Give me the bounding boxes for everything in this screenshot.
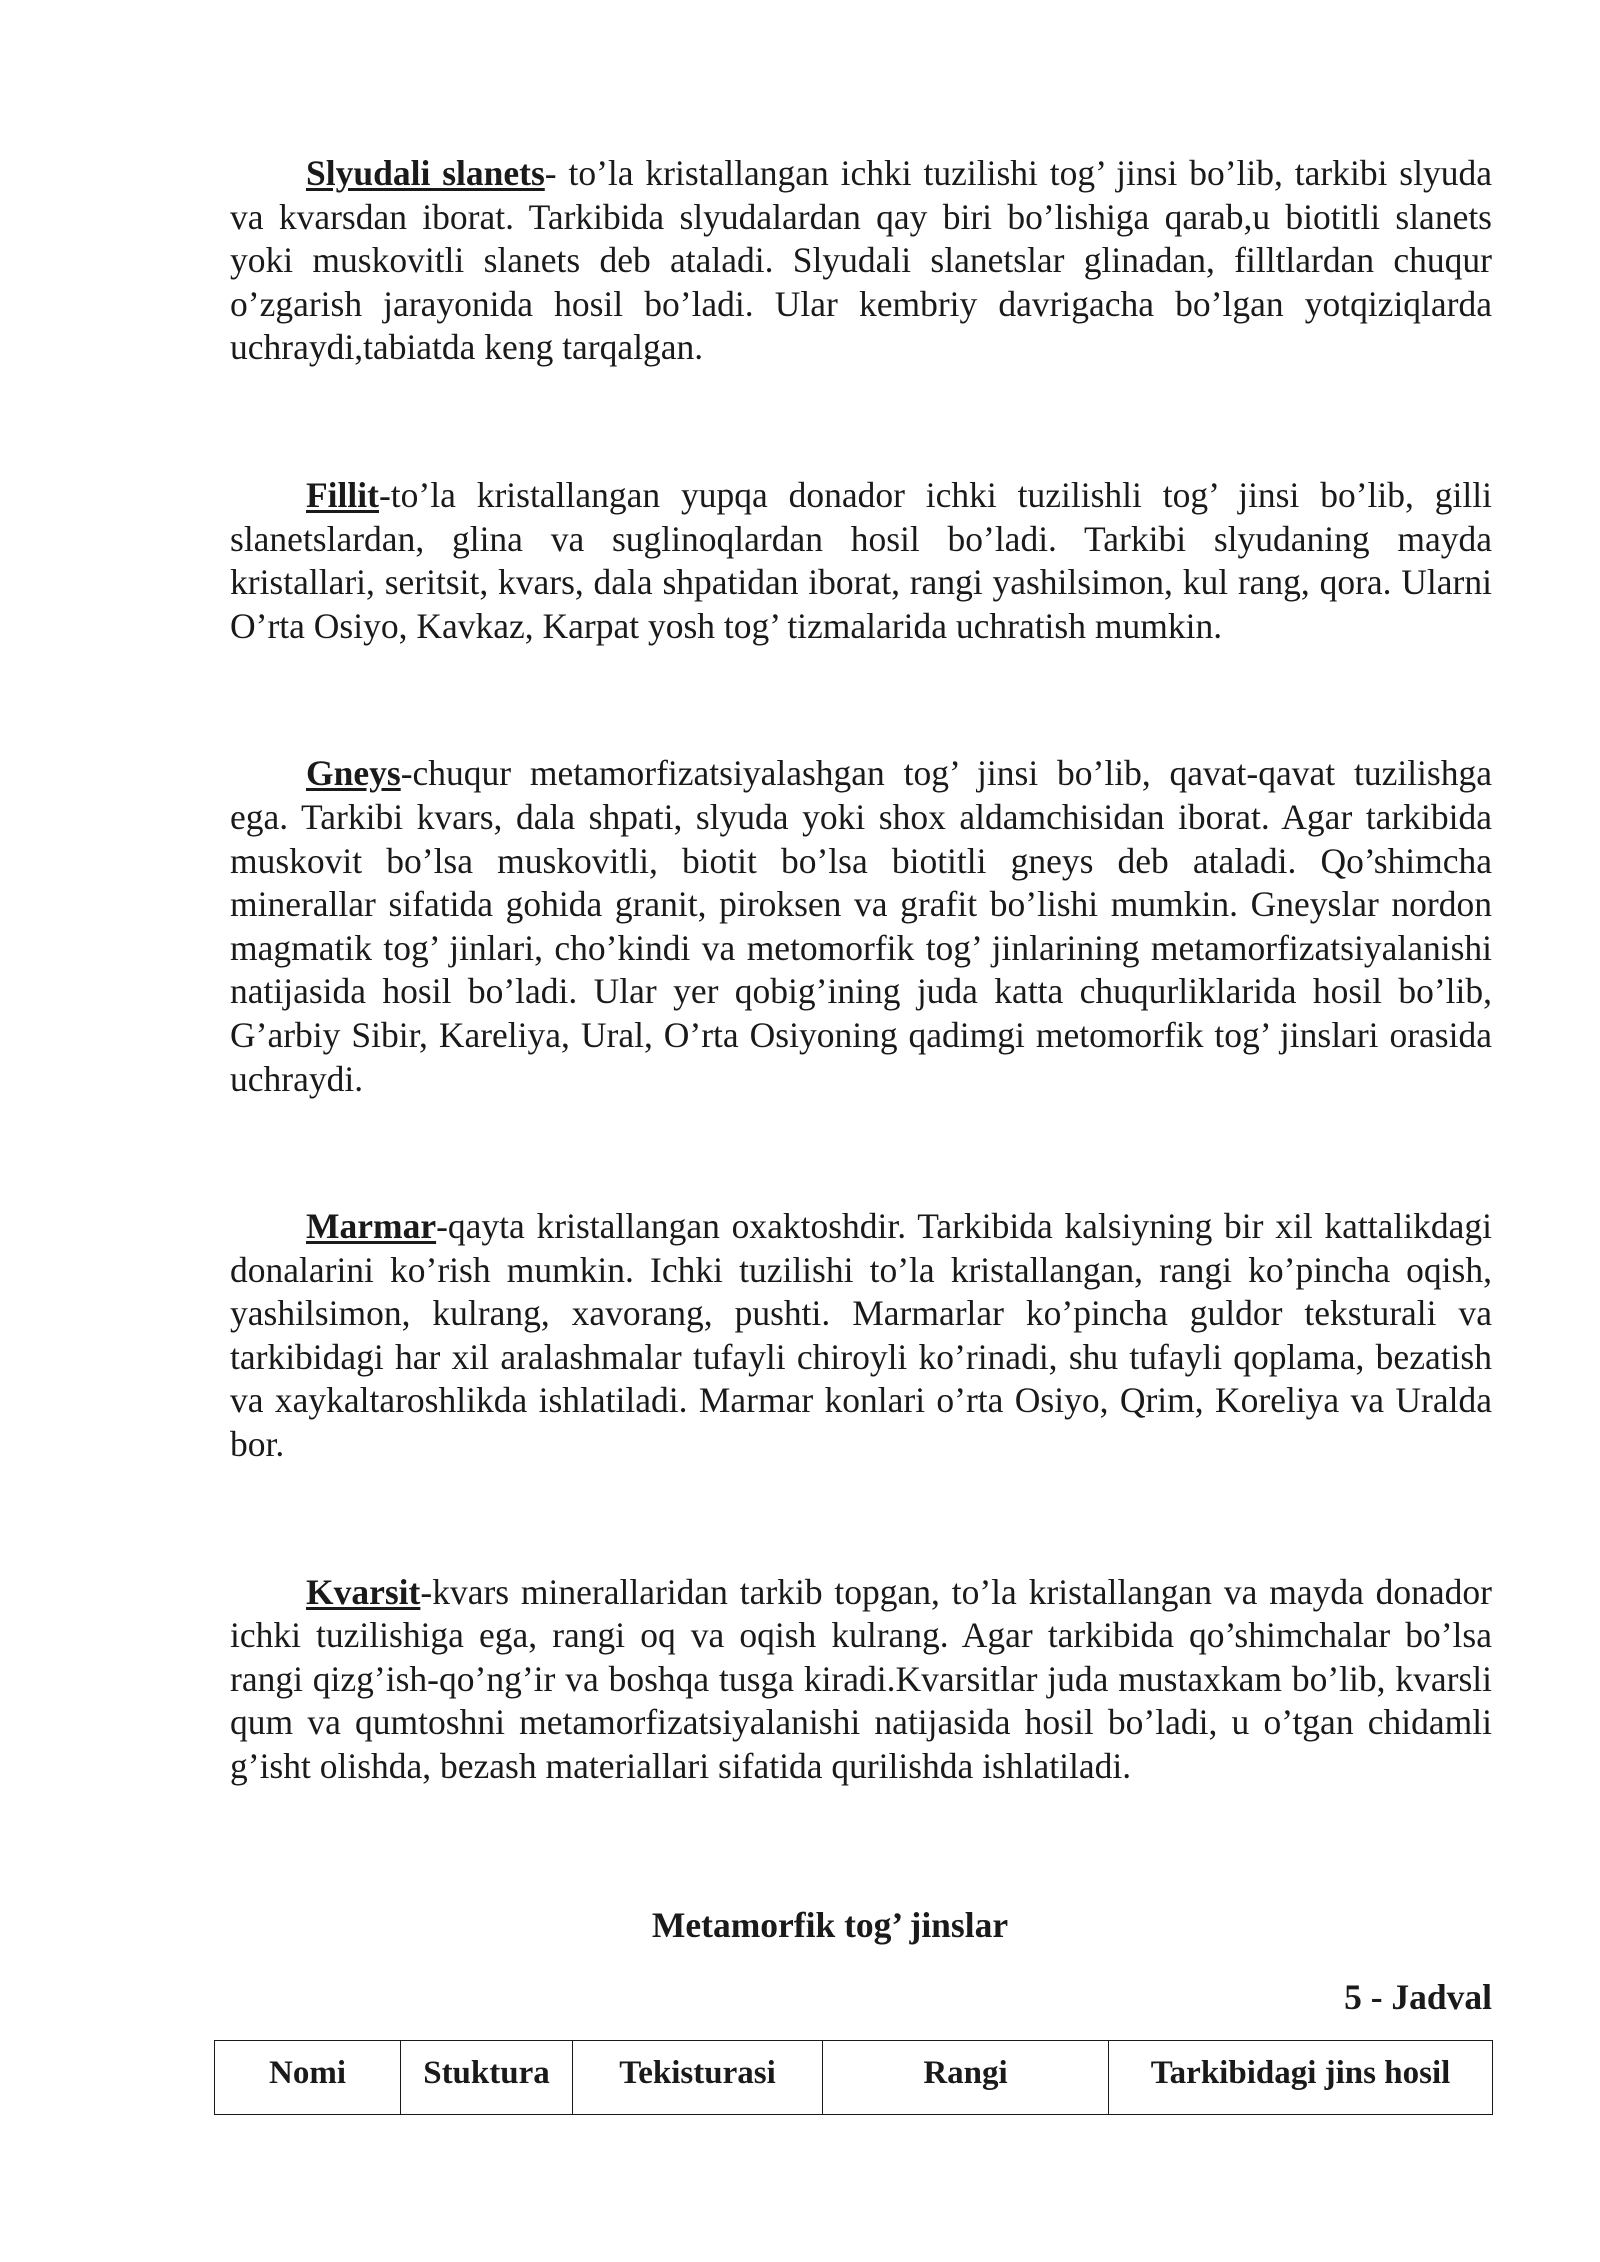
rocks-table	[214, 2040, 1493, 2115]
term-heading: Kvarsit	[306, 1571, 421, 1612]
paragraph-text: -to’la kristallangan yupqa donador ichki tuzilishli tog’ jinsi bo’lib, gilli slanetslardan, glina va suglinoqlardan hosil bo’ladi. Tarkibi slyudaning mayda kristallari, seritsit, kvars, dala shpatidan iborat, rangi yashilsimon, kul rang, qora. Ularni O’rta Osiyo, Kavkaz, Karpat yosh tog’ tizmalarida uchratish mumkin.	[230, 474, 1492, 646]
paragraph-fillit	[230, 474, 1492, 648]
paragraph-slyudali-slanets	[230, 152, 1492, 370]
table-header-cell: Stuktura	[401, 2041, 573, 2115]
paragraph-text: - to’la kristallangan ichki tuzilishi tog’ jinsi bo’lib, tarkibi slyuda va kvarsdan iborat. Tarkibida slyudalardan qay biri bo’lishiga qarab,u biotitli slanets yoki muskovitli slanets deb ataladi. Slyudali slanetslar glinadan, filltlardan chuqur o’zgarish jarayonida hosil bo’ladi. Ular kembriy davrigacha bo’lgan yotqiziqlarda uchraydi,tabiatda keng tarqalgan.	[230, 153, 1492, 368]
paragraph-kvarsit	[230, 1571, 1492, 1789]
paragraph-text: -kvars minerallaridan tarkib topgan, to’la kristallangan va mayda donador ichki tuzilishiga ega, rangi oq va oqish kulrang. Agar tarkibida qo’shimchalar bo’lsa rangi qizg’ish-qo’ng’ir va boshqa tusga kiradi.Kvarsitlar juda mustaxkam bo’lib, kvarsli qum va qumtoshni metamorfizatsiyalanishi natijasida hosil bo’ladi, u o’tgan chidamli g’isht olishda, bezash materiallari sifatida qurilishda ishlatiladi.	[230, 1571, 1492, 1787]
term-heading: Slyudali slanets	[306, 153, 545, 193]
paragraph-text: -chuqur metamorfizatsiyalashgan tog’ jinsi bo’lib, qavat-qavat tuzilishga ega. Tarkibi kvars, dala shpati, slyuda yoki shox aldamchisidan iborat. Agar tarkibida muskovit bo’lsa muskovitli, biotit bo’lsa biotitli gneys deb ataladi. Qo’shimcha minerallar sifatida gohida granit, piroksen va grafit bo’lishi mumkin. Gneyslar nordon magmatik tog’ jinlari, cho’kindi va metomorfik tog’ jinlarining metamorfizatsiyalanishi natijasida hosil bo’ladi. Ular yer qobig’ining juda katta chuqurliklarida hosil bo’lib, G’arbiy Sibir, Kareliya, Ural, O’rta Osiyoning qadimgi metomorfik tog’ jinslari orasida uchraydi.	[230, 753, 1492, 1099]
term-heading: Marmar	[306, 1206, 437, 1247]
table-header-cell: Rangi	[823, 2041, 1109, 2115]
document-page	[230, 152, 1492, 2091]
paragraph-text: -qayta kristallangan oxaktoshdir. Tarkibida kalsiyning bir xil kattalikdagi donalarini ko’rish mumkin. Ichki tuzilishi to’la kristallangan, rangi ko’pincha oqish, yashilsimon, kulrang, xavorang, pushti. Marmarlar ko’pincha guldor teksturali va tarkibidagi har xil aralashmalar tufayli chiroyli ko’rinadi, shu tufayli qoplama, bezatish va xaykaltaroshlikda ishlatiladi. Marmar konlari o’rta Osiyo, Qrim, Koreliya va Uralda bor.	[230, 1206, 1492, 1465]
table-header-cell: Nomi	[215, 2041, 401, 2115]
term-heading: Gneys	[306, 753, 401, 794]
table-header-cell: Tarkibidagi jins hosil	[1109, 2041, 1493, 2115]
paragraph-marmar	[230, 1205, 1492, 1467]
table-header-row	[215, 2041, 1493, 2115]
table-title: Metamorfik tog’ jinslar	[651, 1905, 1009, 1945]
term-heading: Fillit	[306, 474, 379, 515]
paragraph-gneys	[230, 752, 1492, 1101]
table-header-cell: Tekisturasi	[573, 2041, 823, 2115]
table-number: 5 - Jadval	[1344, 1977, 1492, 2017]
